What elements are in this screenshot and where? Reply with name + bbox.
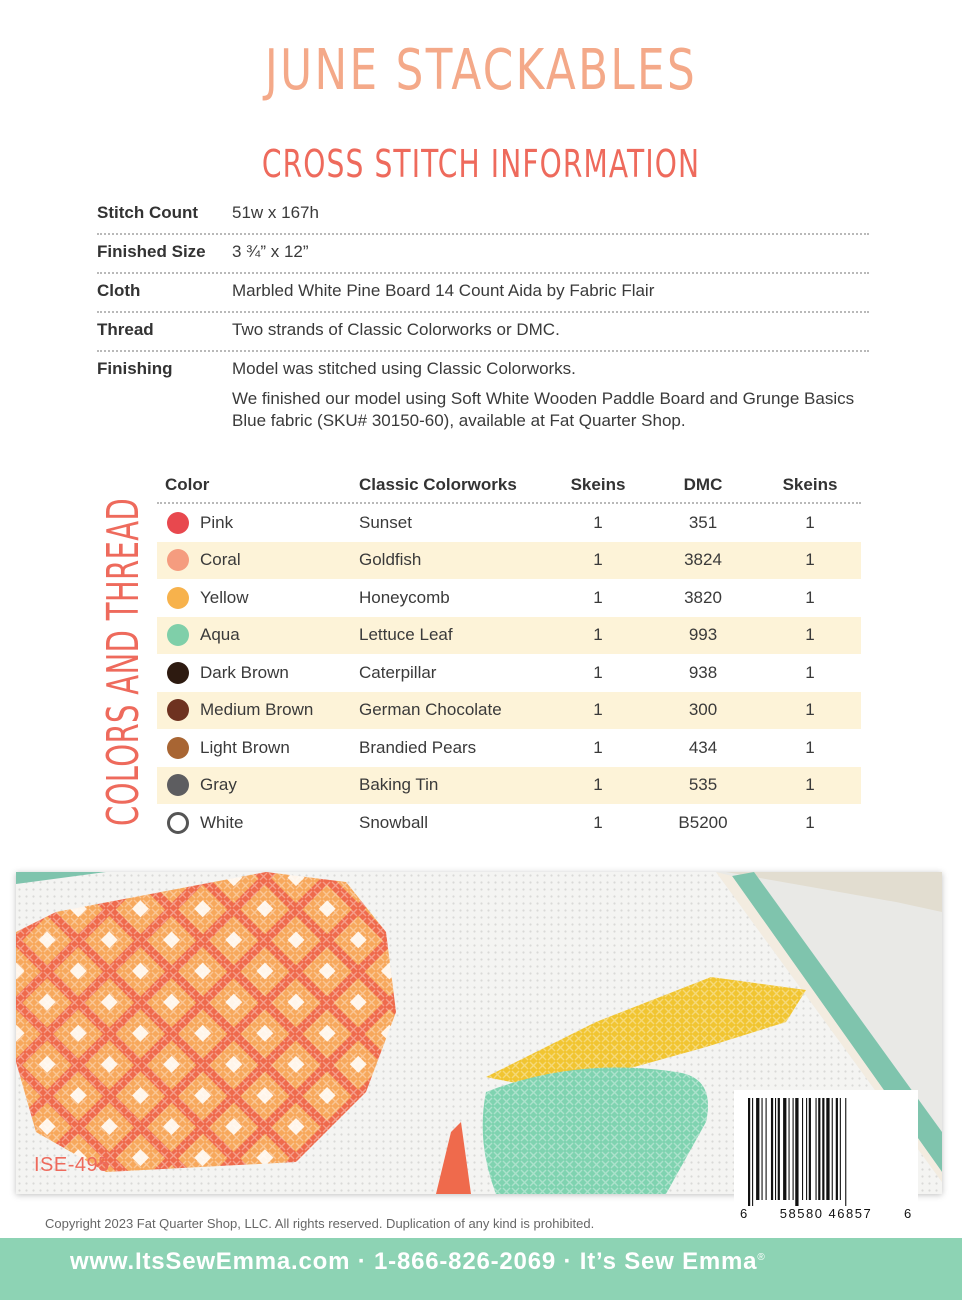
barcode-bar <box>778 1098 780 1200</box>
color-cell <box>157 587 359 609</box>
barcode-bar <box>836 1098 838 1200</box>
classic-skeins: 1 <box>593 625 603 645</box>
color-row <box>157 504 861 542</box>
color-swatch <box>167 812 189 834</box>
color-name: Coral <box>200 550 241 570</box>
info-table <box>97 196 869 441</box>
footer-text <box>70 1248 766 1276</box>
info-label: Finished Size <box>97 242 206 261</box>
info-label: Finishing <box>97 359 173 378</box>
color-row <box>157 617 861 655</box>
info-value: Two strands of Classic Colorworks or DMC. <box>232 320 560 339</box>
barcode-bar <box>775 1098 776 1200</box>
barcode-bar <box>832 1098 833 1200</box>
barcode-bar <box>795 1098 798 1206</box>
dmc-skeins: 1 <box>805 512 815 532</box>
dmc-skeins: 1 <box>805 550 815 570</box>
colors-table <box>157 468 861 842</box>
color-swatch <box>167 662 189 684</box>
dmc-number: 535 <box>688 775 718 795</box>
color-swatch <box>167 549 189 571</box>
color-row <box>157 692 861 730</box>
barcode-bar <box>752 1098 753 1206</box>
color-name: Yellow <box>200 587 249 607</box>
barcode <box>734 1090 918 1224</box>
color-cell <box>157 512 359 534</box>
dmc-skeins: 1 <box>805 812 815 832</box>
footer-separator: · <box>357 1248 367 1275</box>
classic-skeins: 1 <box>593 512 603 532</box>
dmc-number: 300 <box>688 700 718 720</box>
info-value: 51w x 167h <box>232 203 319 222</box>
color-name: Gray <box>200 775 237 795</box>
classic-colorworks-name: Lettuce Leaf <box>359 625 453 645</box>
dmc-skeins: 1 <box>805 662 815 682</box>
barcode-bar <box>806 1098 807 1200</box>
color-cell <box>157 699 359 721</box>
header-skeins: Skeins <box>570 475 626 494</box>
info-value: Model was stitched using Classic Colorworks. <box>232 359 576 378</box>
color-cell <box>157 774 359 796</box>
page-title: JUNE STACKABLES <box>264 38 698 103</box>
color-name: Aqua <box>200 625 240 645</box>
dmc-skeins: 1 <box>805 700 815 720</box>
barcode-bar <box>826 1098 829 1200</box>
dmc-skeins: 1 <box>805 737 815 757</box>
barcode-bar <box>762 1098 763 1200</box>
header-color: Color <box>165 475 210 494</box>
info-row-finished-size <box>97 235 869 274</box>
dmc-skeins: 1 <box>805 625 815 645</box>
color-cell <box>157 662 359 684</box>
barcode-bar <box>809 1098 811 1200</box>
info-label: Thread <box>97 320 154 339</box>
info-label: Stitch Count <box>97 203 199 222</box>
color-swatch <box>167 774 189 796</box>
color-swatch <box>167 737 189 759</box>
info-row-finishing <box>97 352 869 441</box>
footer-phone: 1-866-826-2069 <box>374 1248 557 1275</box>
barcode-bar <box>756 1098 759 1200</box>
classic-colorworks-name: German Chocolate <box>359 700 502 720</box>
color-row <box>157 729 861 767</box>
info-value: Marbled White Pine Board 14 Count Aida by Fabric Flair <box>232 281 655 300</box>
footer-website-link[interactable]: www.ItsSewEmma.com <box>70 1248 351 1275</box>
barcode-bar <box>822 1098 824 1200</box>
color-swatch <box>167 587 189 609</box>
color-name: Light Brown <box>200 737 290 757</box>
dmc-number: 3820 <box>684 587 722 607</box>
color-cell <box>157 624 359 646</box>
footer-brand: It’s Sew Emma <box>579 1248 758 1275</box>
copyright-notice: Copyright 2023 Fat Quarter Shop, LLC. All rights reserved. Duplication of any kind is prohibited. <box>45 1216 595 1231</box>
colors-table-header <box>157 468 861 504</box>
product-code: ISE-495 <box>34 1154 110 1176</box>
color-cell <box>157 812 359 834</box>
classic-skeins: 1 <box>593 662 603 682</box>
color-swatch <box>167 624 189 646</box>
footer-separator: · <box>563 1248 573 1275</box>
registered-mark: ® <box>757 1252 766 1263</box>
color-row <box>157 542 861 580</box>
classic-skeins: 1 <box>593 550 603 570</box>
colors-and-thread-label: COLORS AND THREAD <box>98 497 149 826</box>
dmc-number: B5200 <box>678 812 728 832</box>
page-subtitle: CROSS STITCH INFORMATION <box>261 142 701 186</box>
info-label: Cloth <box>97 281 141 300</box>
info-row-cloth <box>97 274 869 313</box>
classic-colorworks-name: Goldfish <box>359 550 422 570</box>
dmc-skeins: 1 <box>805 775 815 795</box>
barcode-bar <box>748 1098 750 1206</box>
barcode-right-digit: 6 <box>904 1206 912 1221</box>
color-row <box>157 654 861 692</box>
classic-skeins: 1 <box>593 700 603 720</box>
color-name: Dark Brown <box>200 662 289 682</box>
color-cell <box>157 737 359 759</box>
color-row <box>157 767 861 805</box>
header-classic-colorworks: Classic Colorworks <box>359 475 517 494</box>
barcode-bar <box>802 1098 803 1200</box>
color-row <box>157 579 861 617</box>
barcode-bar <box>766 1098 767 1200</box>
color-row <box>157 804 861 842</box>
classic-colorworks-name: Brandied Pears <box>359 737 477 757</box>
barcode-bar <box>816 1098 817 1200</box>
barcode-bar <box>771 1098 773 1200</box>
barcode-bar <box>783 1098 786 1200</box>
barcode-bar <box>789 1098 790 1200</box>
dmc-number: 434 <box>688 737 718 757</box>
classic-colorworks-name: Honeycomb <box>359 587 450 607</box>
barcode-bar <box>818 1098 820 1200</box>
info-value: 3 ¾” x 12” <box>232 242 309 261</box>
color-swatch <box>167 699 189 721</box>
dmc-skeins: 1 <box>805 587 815 607</box>
classic-colorworks-name: Baking Tin <box>359 775 439 795</box>
info-row-stitch-count <box>97 196 869 235</box>
classic-skeins: 1 <box>593 812 603 832</box>
classic-colorworks-name: Sunset <box>359 512 412 532</box>
color-name: Medium Brown <box>200 700 314 720</box>
color-name: Pink <box>200 512 234 532</box>
classic-colorworks-name: Snowball <box>359 812 428 832</box>
barcode-left-digit: 6 <box>740 1206 748 1221</box>
dmc-number: 938 <box>688 662 718 682</box>
classic-colorworks-name: Caterpillar <box>359 662 437 682</box>
classic-skeins: 1 <box>593 775 603 795</box>
color-swatch <box>167 512 189 534</box>
barcode-bar <box>845 1098 846 1206</box>
barcode-bar <box>840 1098 841 1200</box>
classic-skeins: 1 <box>593 737 603 757</box>
dmc-number: 351 <box>688 512 718 532</box>
info-row-thread <box>97 313 869 352</box>
color-name: White <box>200 812 244 832</box>
barcode-bar <box>793 1098 794 1200</box>
barcode-number: 58580 46857 <box>779 1206 873 1221</box>
header-skeins: Skeins <box>782 475 838 494</box>
barcode-bars <box>734 1090 918 1224</box>
dmc-number: 993 <box>688 625 718 645</box>
color-cell <box>157 549 359 571</box>
dmc-number: 3824 <box>684 550 722 570</box>
classic-skeins: 1 <box>593 587 603 607</box>
info-value-extra: We finished our model using Soft White Wooden Paddle Board and Grunge Basics Blue fabric (SKU# 30150-60), available at Fat Quarter Shop. <box>232 389 855 430</box>
header-dmc: DMC <box>683 475 723 494</box>
